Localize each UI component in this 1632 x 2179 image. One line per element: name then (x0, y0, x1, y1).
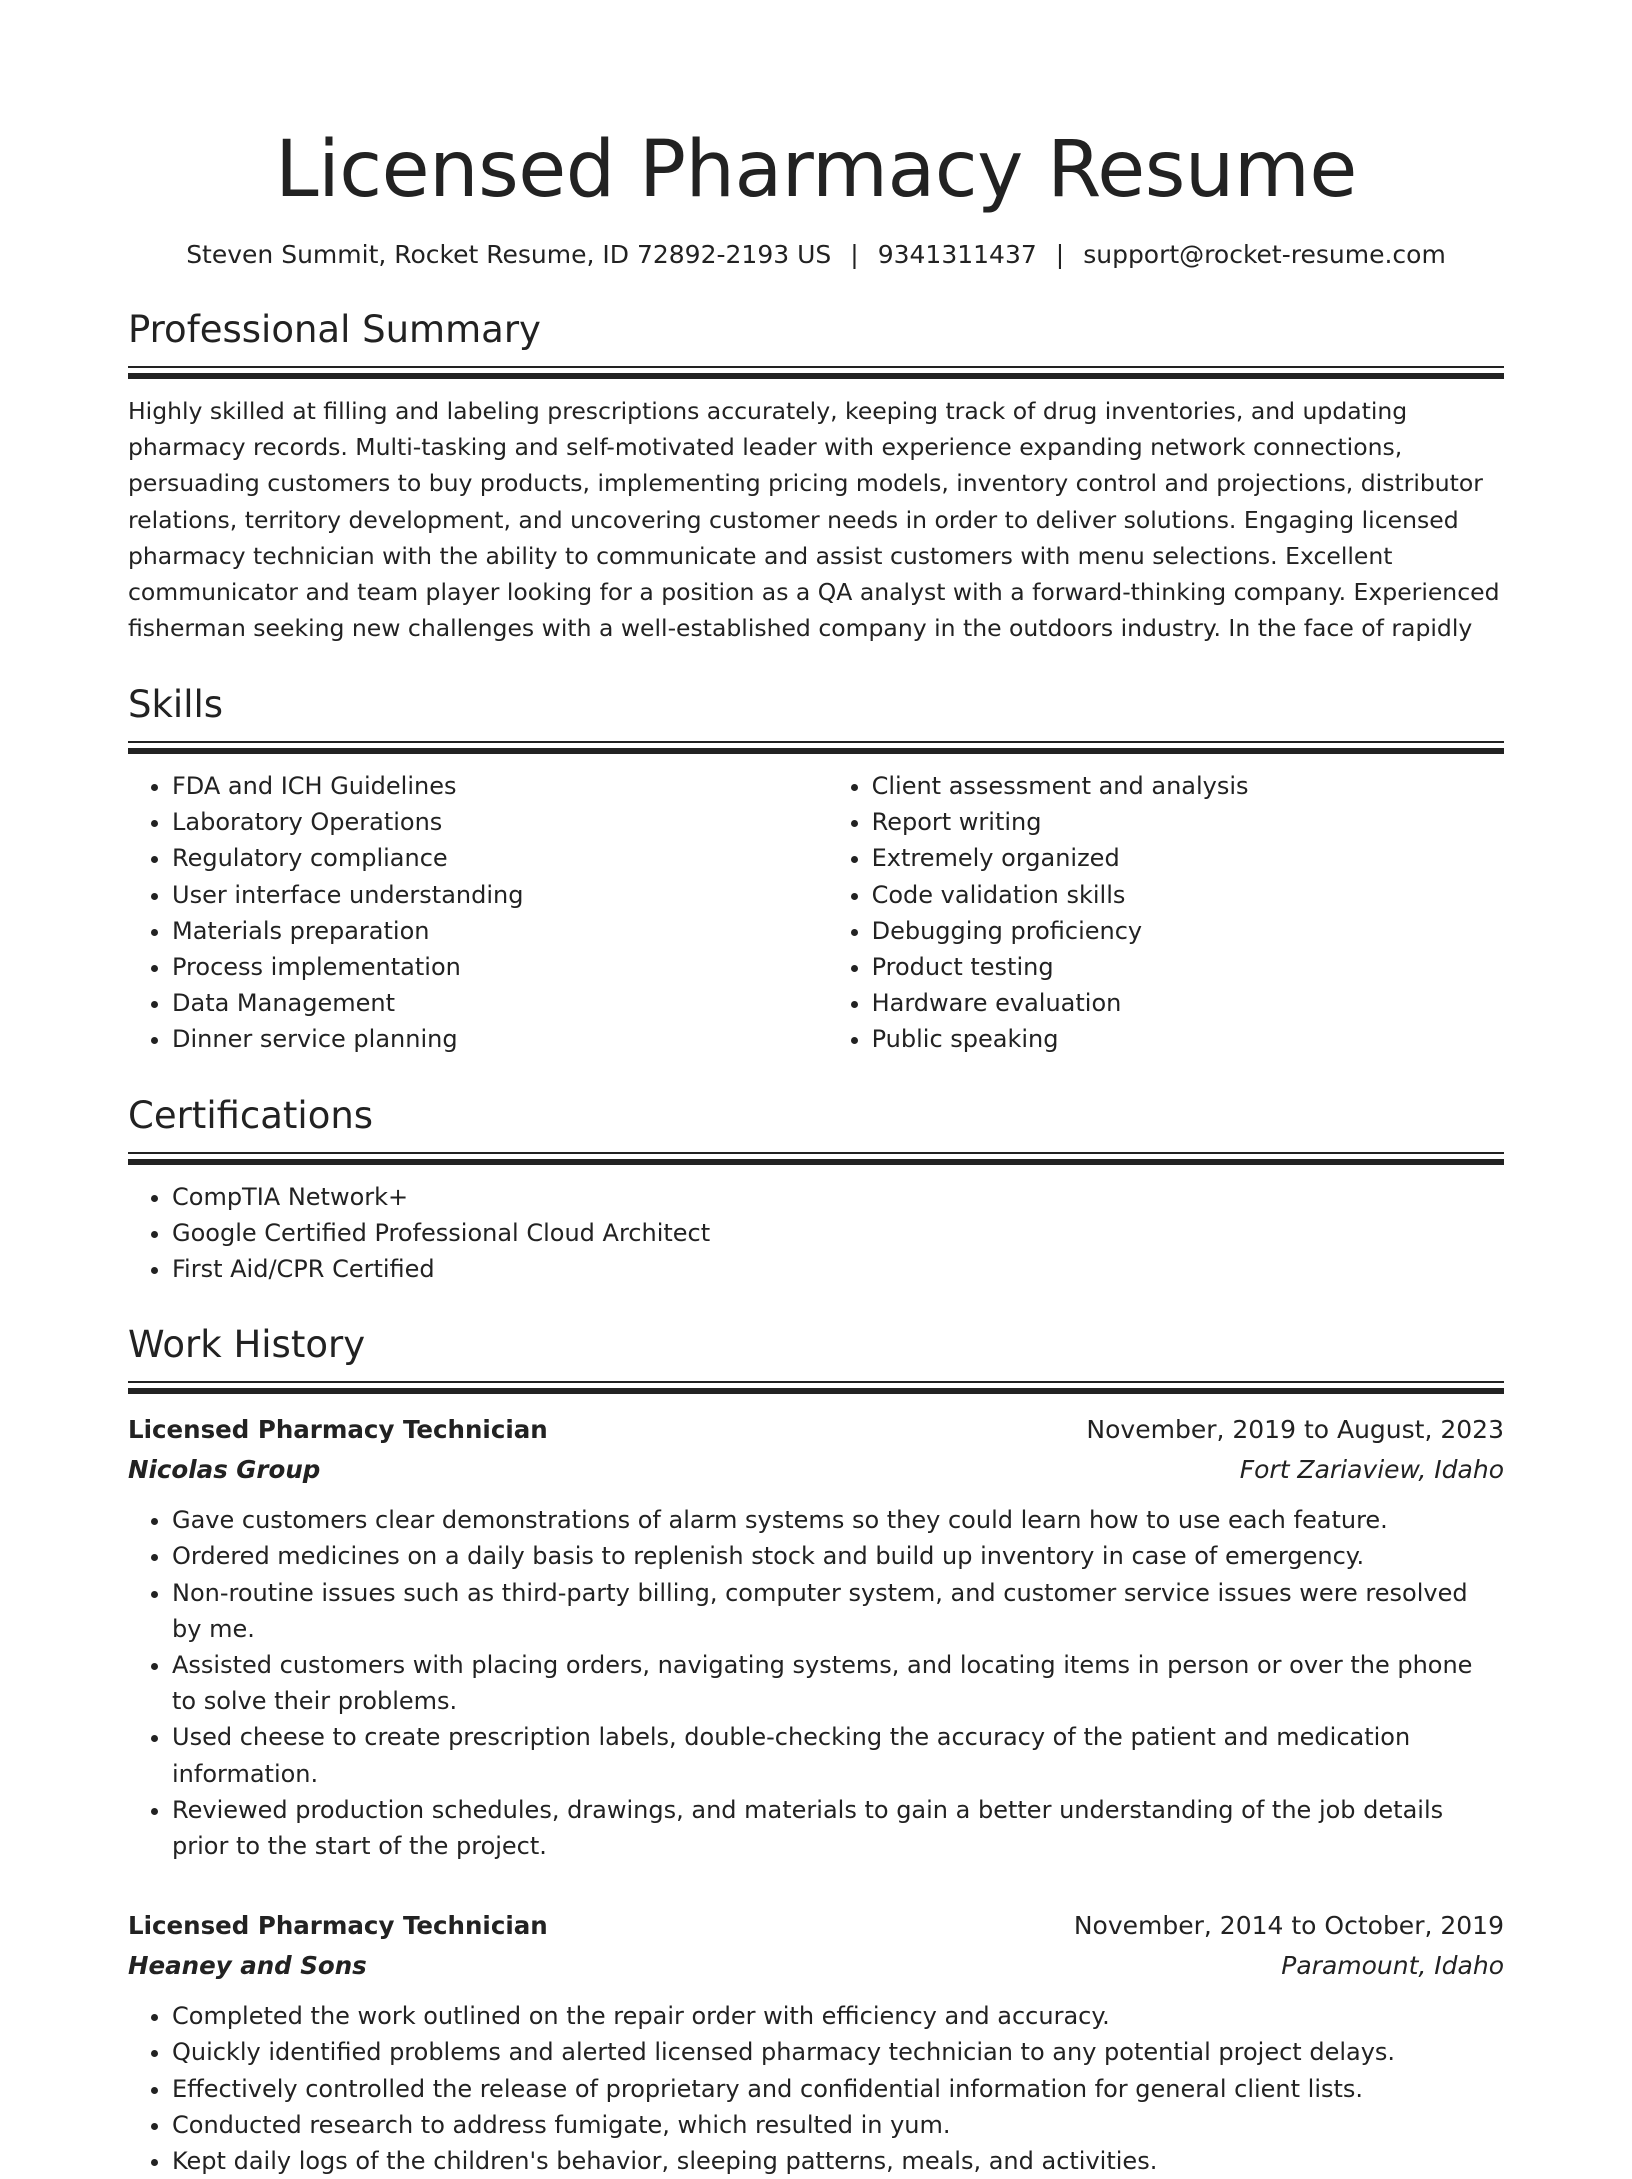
job-header (128, 1410, 1504, 1450)
section-heading: Work History (128, 1323, 366, 1367)
skill-item: • Regulatory compliance (172, 840, 828, 876)
job-location: Paramount, Idaho (1281, 1951, 1504, 1981)
skill-item: • Materials preparation (172, 913, 828, 949)
contact-line (128, 238, 1504, 272)
skills-list-left (128, 768, 828, 1058)
divider (128, 373, 1504, 379)
resume-title: Licensed Pharmacy Resume (275, 125, 1357, 215)
job-subheader (128, 1946, 1504, 1986)
skill-item: • User interface understanding (172, 877, 828, 913)
certifications-section (128, 1092, 1504, 1288)
job-title: Licensed Pharmacy Technician (128, 1415, 548, 1445)
skill-item: • Product testing (872, 949, 1504, 985)
certification-item: • First Aid/CPR Certified (172, 1251, 1504, 1287)
divider (128, 1152, 1504, 1154)
job-subheader (128, 1450, 1504, 1490)
job-entry (128, 1906, 1504, 2179)
contact-email: support@rocket-resume.com (1083, 240, 1446, 269)
skills-grid (128, 768, 1504, 1058)
skill-item: • Client assessment and analysis (872, 768, 1504, 804)
divider (128, 1381, 1504, 1383)
skill-item: • Hardware evaluation (872, 985, 1504, 1021)
certification-item: • Google Certified Professional Cloud Architect (172, 1215, 1504, 1251)
skill-item: • FDA and ICH Guidelines (172, 768, 828, 804)
divider (128, 741, 1504, 743)
job-bullet: • Ordered medicines on a daily basis to replenish stock and build up inventory in case of emergency. (172, 1538, 1504, 1574)
section-heading: Certifications (128, 1093, 374, 1137)
skill-item: • Extremely organized (872, 840, 1504, 876)
contact-address: Steven Summit, Rocket Resume, ID 72892-2193 US (186, 240, 832, 269)
job-entry (128, 1410, 1504, 1864)
job-dates: November, 2019 to August, 2023 (1086, 1415, 1504, 1445)
job-bullet: • Conducted research to address fumigate, which resulted in yum. (172, 2107, 1504, 2143)
skill-item: • Debugging proficiency (872, 913, 1504, 949)
job-company: Heaney and Sons (128, 1951, 367, 1981)
certifications-list (128, 1179, 1504, 1288)
skill-item: • Dinner service planning (172, 1021, 828, 1057)
contact-separator: | (1055, 240, 1065, 269)
job-location: Fort Zariaview, Idaho (1239, 1455, 1504, 1485)
skill-item: • Public speaking (872, 1021, 1504, 1057)
divider (128, 1159, 1504, 1165)
job-bullet: • Assisted customers with placing orders, navigating systems, and locating items in person or over the phone to solve their problems. (172, 1647, 1504, 1719)
job-bullet: • Effectively controlled the release of proprietary and confidential information for general client lists. (172, 2071, 1504, 2107)
job-bullet: • Kept daily logs of the children's behavior, sleeping patterns, meals, and activities. (172, 2143, 1504, 2179)
divider (128, 748, 1504, 754)
job-dates: November, 2014 to October, 2019 (1073, 1911, 1504, 1941)
job-bullet: • Gave customers clear demonstrations of alarm systems so they could learn how to use each feature. (172, 1502, 1504, 1538)
section-heading: Professional Summary (128, 308, 541, 351)
job-header (128, 1906, 1504, 1946)
section-heading: Skills (128, 683, 224, 726)
divider (128, 1388, 1504, 1394)
job-bullet: • Completed the work outlined on the repair order with efficiency and accuracy. (172, 1998, 1504, 2034)
skill-item: • Laboratory Operations (172, 804, 828, 840)
job-bullets (128, 1502, 1504, 1864)
skill-item: • Process implementation (172, 949, 828, 985)
skill-item: • Report writing (872, 804, 1504, 840)
contact-phone: 9341311437 (877, 240, 1037, 269)
resume-page (128, 0, 1504, 2179)
skill-item: • Code validation skills (872, 877, 1504, 913)
skill-item: • Data Management (172, 985, 828, 1021)
job-bullets (128, 1998, 1504, 2179)
job-company: Nicolas Group (128, 1455, 321, 1485)
job-bullet: • Used cheese to create prescription labels, double-checking the accuracy of the patient and medication information. (172, 1719, 1504, 1791)
job-bullet: • Reviewed production schedules, drawings, and materials to gain a better understanding of the job details prior to the start of the project. (172, 1792, 1504, 1864)
certification-item: • CompTIA Network+ (172, 1179, 1504, 1215)
work-history-section (128, 1321, 1504, 2179)
job-bullet: • Non-routine issues such as third-party billing, computer system, and customer service issues were resolved by me. (172, 1575, 1504, 1647)
contact-separator: | (850, 240, 859, 269)
divider (128, 366, 1504, 368)
job-bullet: • Quickly identified problems and alerted licensed pharmacy technician to any potential project delays. (172, 2034, 1504, 2070)
skills-section (128, 681, 1504, 1058)
skills-list-right (828, 768, 1504, 1058)
job-title: Licensed Pharmacy Technician (128, 1911, 548, 1941)
summary-section (128, 306, 1504, 647)
summary-text: Highly skilled at filling and labeling prescriptions accurately, keeping track of drug inventories, and updating pharmacy records. Multi-tasking and self-motivated leader with experience expanding network connections, persuading customers to buy products, implementing pricing models, inventory control and projections, distributor relations, territory development, and uncovering customer needs in order to deliver solutions. Engaging licensed pharmacy technician with the ability to communicate and assist customers with menu selections. Excellent communicator and team player looking for a position as a QA analyst with a forward-thinking company. Experienced fisherman seeking new challenges with a well-established company in the outdoors industry. In the face of rapidly (128, 397, 1500, 643)
